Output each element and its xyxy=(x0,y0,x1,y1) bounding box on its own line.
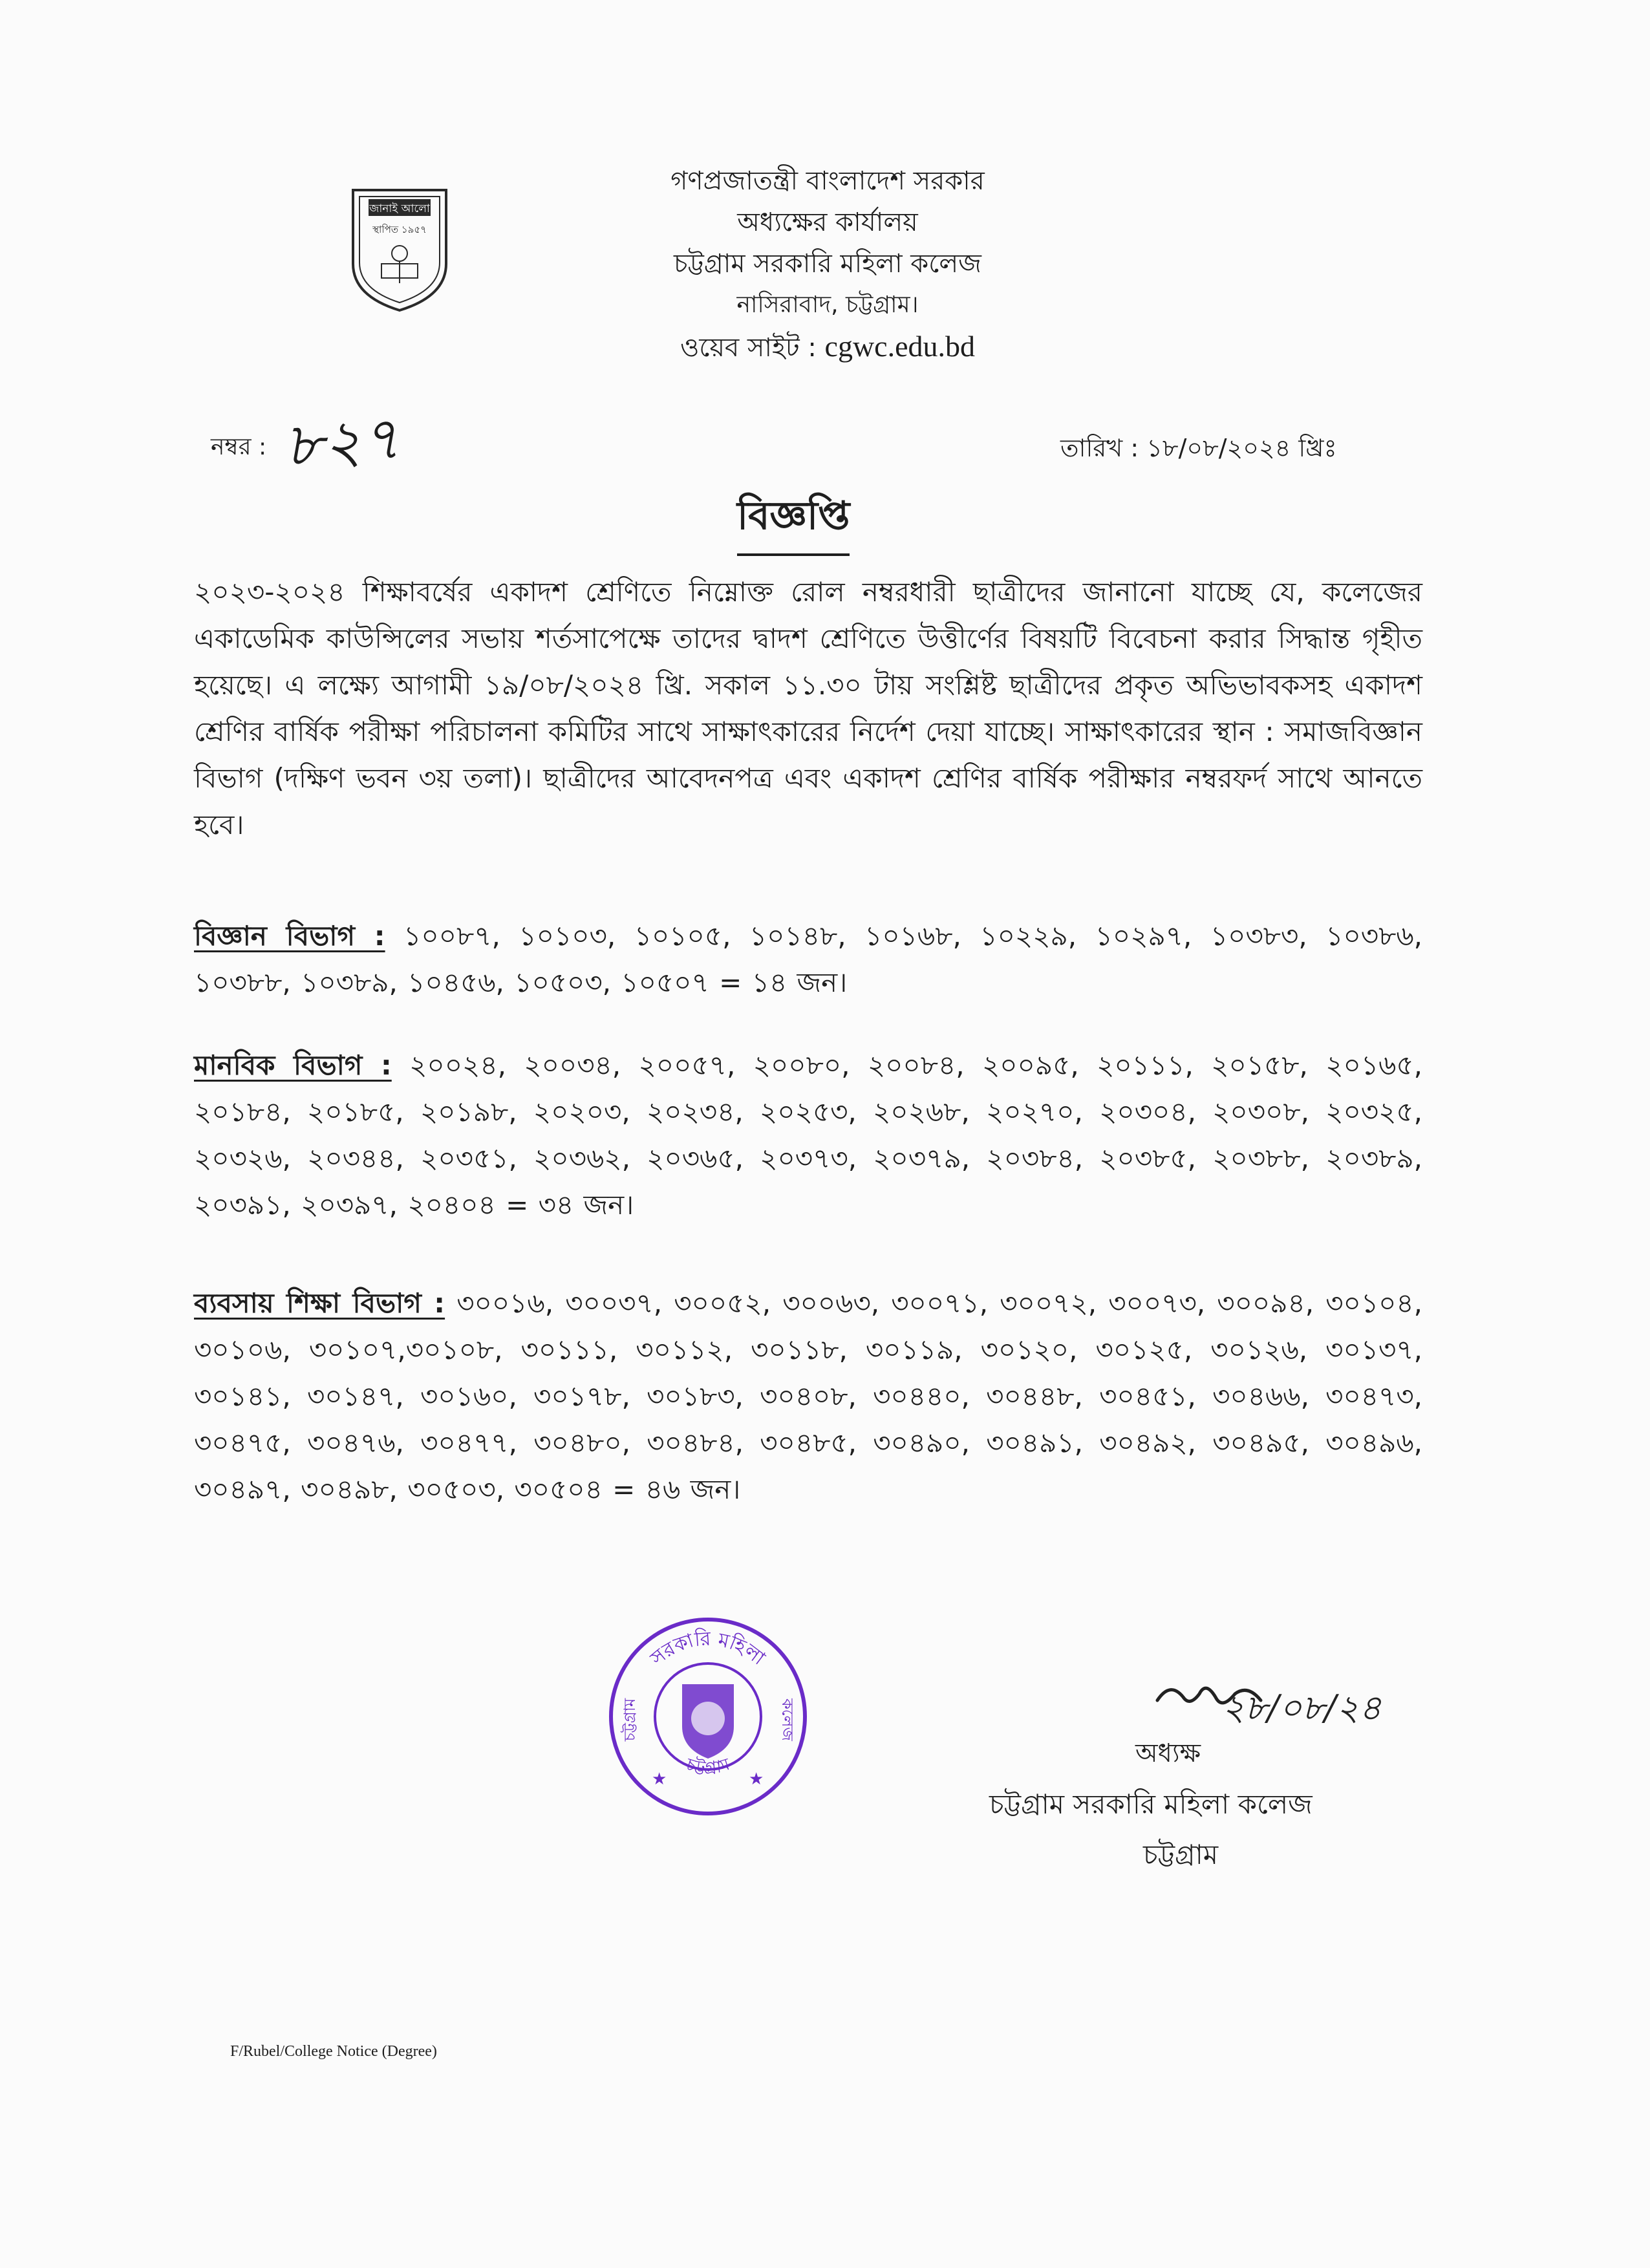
svg-text:★: ★ xyxy=(652,1770,667,1789)
header-college: চট্টগ্রাম সরকারি মহিলা কলেজ xyxy=(674,249,981,279)
memo-number: ৮২৭ xyxy=(282,403,403,481)
dept-business-rolls: ৩০০১৬, ৩০০৩৭, ৩০০৫২, ৩০০৬৩, ৩০০৭১, ৩০০৭২, ৩০০৭৩, ৩০০৯৪, ৩০১০৪, ৩০১০৬, ৩০১০৭,৩০১০৮, ৩০১১১, ৩০১১২, ৩০১১৮, ৩০১১৯, ৩০১২০, ৩০১২৫, ৩০১২৬, ৩০১৩৭, ৩০১৪১, ৩০১৪৭, ৩০১৬০, ৩০১৭৮, ৩০১৮৩, ৩০৪০৮, ৩০৪৪০, ৩০৪৪৮, ৩০৪৫১, ৩০৪৬৬, ৩০৪৭৩, ৩০৪৭৫, ৩০৪৭৬, ৩০৪৭৭, ৩০৪৮০, ৩০৪৮৪, ৩০৪৮৫, ৩০৪৯০, ৩০৪৯১, ৩০৪৯২, ৩০৪৯৫, ৩০৪৯৬, ৩০৪৯৭, ৩০৪৯৮, ৩০৫০৩, ৩০৫০৪ = ৪৬ জন। xyxy=(194,1287,1422,1505)
notice-body: ২০২৩-২০২৪ শিক্ষাবর্ষের একাদশ শ্রেণিতে নিম্নোক্ত রোল নম্বরধারী ছাত্রীদের জানানো যাচ্ছে যে, কলেজের একাডেমিক কাউন্সিলের সভায় শর্তসাপেক্ষে তাদের দ্বাদশ শ্রেণিতে উত্তীর্ণের বিষয়টি বিবেচনা করার সিদ্ধান্ত গৃহীত হয়েছে। এ লক্ষ্যে আগামী ১৯/০৮/২০২৪ খ্রি. সকাল ১১.৩০ টায় সংশ্লিষ্ট ছাত্রীদের প্রকৃত অভিভাবকসহ একাদশ শ্রেণির বার্ষিক পরীক্ষা পরিচালনা কমিটির সাথে সাক্ষাৎকারের নির্দেশ দেয়া যাচ্ছে। সাক্ষাৎকারের স্থান : সমাজবিজ্ঞান বিভাগ (দক্ষিণ ভবন ৩য় তলা)। ছাত্রীদের আবেদনপত্র এবং একাদশ শ্রেণির বার্ষিক পরীক্ষার নম্বরফর্দ সাথে আনতে হবে। xyxy=(194,576,1422,840)
website-link[interactable]: cgwc.edu.bd xyxy=(824,330,976,363)
dept-humanities xyxy=(194,1042,1422,1228)
stamp-right-text: কলেজ xyxy=(778,1698,797,1741)
footer-ref: F/Rubel/College Notice (Degree) xyxy=(230,2043,437,2060)
header-address: নাসিরাবাদ, চট্টগ্রাম। xyxy=(736,292,919,318)
memo-label: নম্বর : xyxy=(211,434,267,460)
stamp-bottom-text: চট্টগ্রাম xyxy=(683,1755,733,1779)
stamp-top-text: সরকারি মহিলা xyxy=(646,1627,769,1671)
stamp-left-text: চট্টগ্রাম xyxy=(621,1698,639,1742)
header-website-line xyxy=(582,330,1073,365)
dept-humanities-label: মানবিক বিভাগ : xyxy=(194,1049,392,1081)
date-line xyxy=(1060,429,1337,471)
signatory-city: চট্টগ্রাম xyxy=(1143,1839,1219,1870)
dept-science-rolls: ১০০৮৭, ১০১০৩, ১০১০৫, ১০১৪৮, ১০১৬৮, ১০২২৯, ১০২৯৭, ১০৩৮৩, ১০৩৮৬, ১০৩৮৮, ১০৩৮৯, ১০৪৫৬, ১০৫০৩, ১০৫০৭ = ১৪ জন। xyxy=(194,920,1422,998)
logo-established: স্থাপিত ১৯৫৭ xyxy=(372,224,427,235)
signatory-college: চট্টগ্রাম সরকারি মহিলা কলেজ xyxy=(989,1788,1312,1820)
svg-text:★: ★ xyxy=(749,1770,764,1789)
dept-business-label: ব্যবসায় শিক্ষা বিভাগ : xyxy=(194,1287,445,1319)
logo-motto: জানাই আলো xyxy=(369,202,430,215)
signature-date: ২৮/০৮/২৪ xyxy=(1222,1687,1382,1728)
dept-science xyxy=(194,913,1422,1006)
dept-science-label: বিজ্ঞান বিভাগ : xyxy=(194,920,385,952)
dept-humanities-rolls: ২০০২৪, ২০০৩৪, ২০০৫৭, ২০০৮০, ২০০৮৪, ২০০৯৫, ২০১১১, ২০১৫৮, ২০১৬৫, ২০১৮৪, ২০১৮৫, ২০১৯৮, ২০২০৩, ২০২৩৪, ২০২৫৩, ২০২৬৮, ২০২৭০, ২০৩০৪, ২০৩০৮, ২০৩২৫, ২০৩২৬, ২০৩৪৪, ২০৩৫১, ২০৩৬২, ২০৩৬৫, ২০৩৭৩, ২০৩৭৯, ২০৩৮৪, ২০৩৮৫, ২০৩৮৮, ২০৩৮৯, ২০৩৯১, ২০৩৯৭, ২০৪০৪ = ৩৪ জন। xyxy=(194,1049,1422,1221)
signatory-title: অধ্যক্ষ xyxy=(1135,1738,1201,1768)
date-value: ১৮/০৮/২০২৪ খ্রিঃ xyxy=(1146,434,1337,462)
college-seal-stamp xyxy=(601,1610,815,1823)
notice-title: বিজ্ঞপ্তি xyxy=(737,486,850,556)
date-label: তারিখ : xyxy=(1060,434,1139,462)
header-govt: গণপ্রজাতন্ত্রী বাংলাদেশ সরকার xyxy=(670,166,985,196)
college-logo xyxy=(349,186,450,313)
header-office: অধ্যক্ষের কার্যালয় xyxy=(737,208,918,237)
dept-business xyxy=(194,1280,1422,1513)
website-label: ওয়েব সাইট : xyxy=(680,333,825,363)
